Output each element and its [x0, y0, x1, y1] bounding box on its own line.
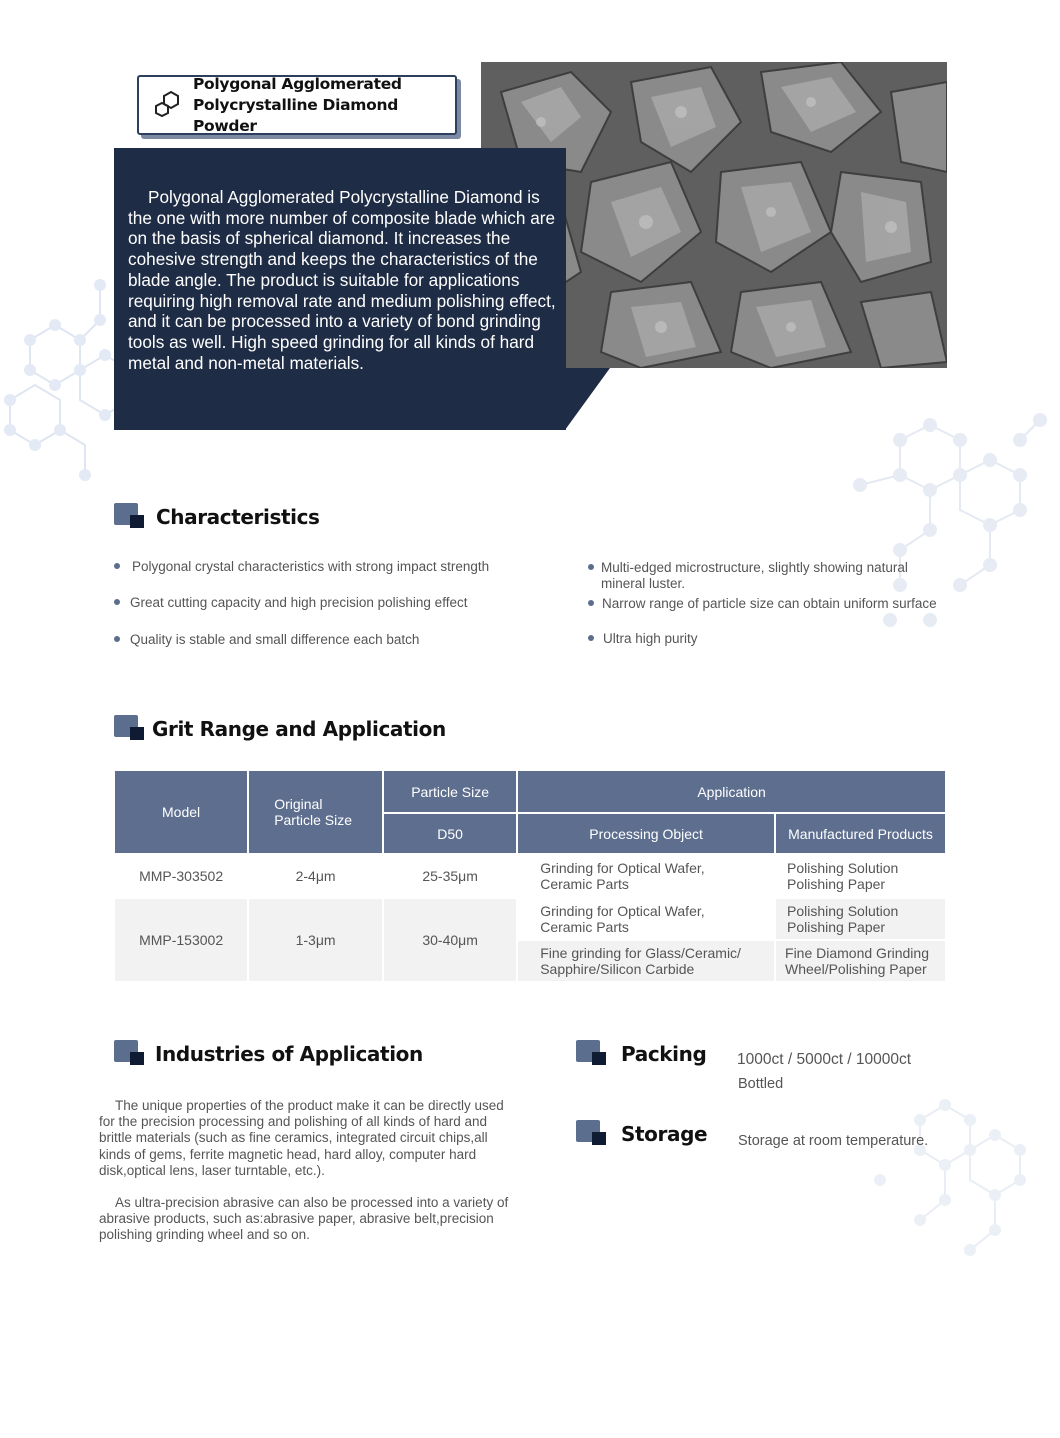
packing-container: Bottled [738, 1076, 784, 1092]
section-square-icon [576, 1040, 608, 1068]
cell-products: Polishing Solution Polishing Paper [776, 899, 945, 939]
packing-header [576, 1040, 706, 1068]
product-title-line2: Polycrystalline Diamond Powder [193, 95, 399, 135]
storage-header [576, 1120, 707, 1148]
characteristics-title: Characteristics [156, 505, 320, 529]
industries-title: Industries of Application [155, 1042, 423, 1066]
header-application: Application [518, 771, 945, 812]
section-square-icon [114, 1040, 146, 1068]
grit-range-table [113, 769, 947, 983]
cell-original: 2-4μm [249, 855, 382, 897]
cell-process: Grinding for Optical Wafer, Ceramic Parts [518, 899, 774, 939]
cell-model: MMP-153002 [115, 899, 247, 981]
characteristic-item: Quality is stable and small difference each batch [114, 632, 554, 648]
section-square-icon [114, 715, 146, 743]
table-row [115, 855, 945, 897]
hexagon-molecule-icon [153, 88, 187, 122]
storage-title: Storage [621, 1122, 708, 1146]
characteristic-item: Ultra high purity [588, 631, 938, 647]
molecule-pattern-right-bottom [860, 1080, 1060, 1280]
characteristic-item: Great cutting capacity and high precision polishing effect [114, 595, 554, 611]
header-original-size: Original Particle Size [249, 771, 382, 853]
bullet-dot-icon [114, 563, 120, 569]
intro-panel-tail [565, 368, 610, 430]
header-model: Model [115, 771, 247, 853]
header-particle-size: Particle Size [384, 771, 516, 812]
grit-header [114, 715, 446, 743]
packing-title: Packing [621, 1042, 707, 1066]
table-row [115, 899, 945, 939]
storage-text: Storage at room temperature. [738, 1133, 929, 1149]
header-processing-object: Processing Object [518, 814, 774, 853]
cell-model: MMP-303502 [115, 855, 247, 897]
cell-d50: 30-40μm [384, 899, 516, 981]
bullet-dot-icon [114, 636, 120, 642]
product-title-line1: Polygonal Agglomerated [193, 74, 402, 93]
cell-products: Polishing Solution Polishing Paper [776, 855, 945, 897]
characteristic-item: Multi-edged microstructure, slightly showing natural mineral luster. [588, 560, 938, 592]
bullet-dot-icon [114, 599, 120, 605]
section-square-icon [114, 503, 146, 531]
header-manufactured-products: Manufactured Products [776, 814, 945, 853]
cell-products: Fine Diamond Grinding Wheel/Polishing Paper [776, 941, 945, 981]
product-title [193, 74, 455, 137]
cell-original: 1-3μm [249, 899, 382, 981]
grit-title: Grit Range and Application [152, 717, 446, 741]
industries-paragraph-1: The unique properties of the product make it can be directly used for the precision processing and polishing of all kinds of hard and brittle materials (such as fine ceramics, integrated circuit chips,all kinds of gems, ferrite magnetic head, hard alloy, computer hard disk,optical lens, laser turntable, etc.). [99, 1098, 504, 1178]
bullet-dot-icon [588, 600, 594, 606]
characteristics-header [114, 503, 320, 531]
product-title-badge [137, 75, 457, 135]
bullet-dot-icon [588, 564, 594, 570]
characteristic-item: Narrow range of particle size can obtain uniform surface [588, 596, 968, 612]
cell-process: Fine grinding for Glass/Ceramic/ Sapphire/Silicon Carbide [518, 941, 774, 981]
cell-process: Grinding for Optical Wafer, Ceramic Parts [518, 855, 774, 897]
packing-sizes: 1000ct / 5000ct / 10000ct [737, 1051, 912, 1068]
bullet-dot-icon [588, 635, 594, 641]
section-square-icon [576, 1120, 608, 1148]
industries-header [114, 1040, 423, 1068]
cell-d50: 25-35μm [384, 855, 516, 897]
intro-description: Polygonal Agglomerated Polycrystalline Diamond is the one with more number of composite blade which are on the basis of spherical diamond. It increases the cohesive strength and keeps the characteristics of the blade angle. The product is suitable for applications requiring high removal rate and medium polishing effect, and it can be processed into a variety of bond grinding tools as well. High speed grinding for all kinds of hard metal and non-metal materials. [128, 187, 556, 373]
header-d50: D50 [384, 814, 516, 853]
characteristic-item: Polygonal crystal characteristics with strong impact strength [114, 559, 554, 575]
industries-paragraph-2: As ultra-precision abrasive can also be processed into a variety of abrasive products, such as:abrasive paper, abrasive belt,precision polishing grinding wheel and so on. [99, 1195, 509, 1243]
